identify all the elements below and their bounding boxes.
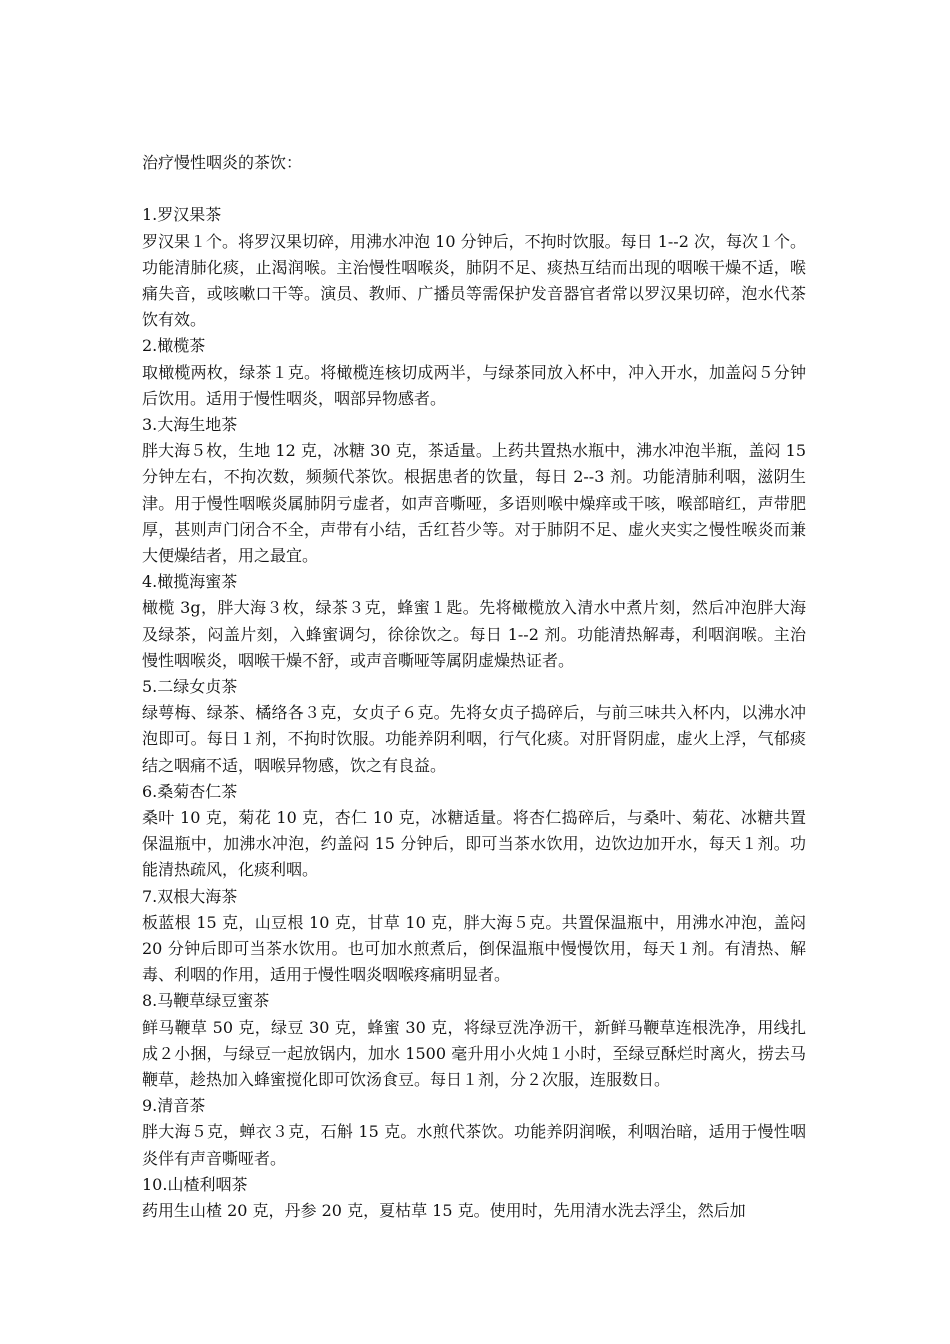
recipe-mabiancao-lvdou-tea bbox=[142, 988, 806, 1093]
recipe-shuanggen-dahai-tea bbox=[142, 884, 806, 989]
recipe-body: 胖大海５克，蝉衣３克，石斛 15 克。水煎代茶饮。功能养阴润喉，利咽治暗，适用于慢性咽炎伴有声音嘶哑者。 bbox=[142, 1122, 806, 1168]
recipe-body: 鲜马鞭草 50 克，绿豆 30 克，蜂蜜 30 克，将绿豆洗净沥干，新鲜马鞭草连根洗净，用线扎成２小捆，与绿豆一起放锅内，加水 1500 毫升用小火炖１小时，至绿豆酥烂时离火，捞去马鞭草，趁热加入蜂蜜搅化即可饮汤食豆。每日１剂，分２次服，连服数日。 bbox=[142, 1017, 806, 1089]
recipe-qingyin-tea bbox=[142, 1093, 806, 1172]
recipe-body: 罗汉果１个。将罗汉果切碎，用沸水冲泡 10 分钟后，不拘时饮服。每日 1--2 次，每次１个。功能清肺化痰，止渴润喉。主治慢性咽喉炎，肺阴不足、痰热互结而出现的咽喉干燥不适，喉痛失音，或咳嗽口干等。演员、教师、广播员等需保护发音器官者常以罗汉果切碎，泡水代茶饮有效。 bbox=[142, 231, 806, 330]
recipe-heading: 2.橄榄茶 bbox=[142, 336, 206, 356]
document-page bbox=[142, 150, 806, 1224]
recipe-olive-tea bbox=[142, 333, 806, 412]
recipe-heading: 3.大海生地茶 bbox=[142, 414, 238, 434]
recipe-shanzha-liyan-tea bbox=[142, 1172, 806, 1224]
recipe-body: 桑叶 10 克，菊花 10 克，杏仁 10 克，冰糖适量。将杏仁捣碎后，与桑叶、菊花、冰糖共置保温瓶中，加沸水冲泡，约盖闷 15 分钟后，即可当茶水饮用，边饮边加开水，每天１剂。功能清热疏风，化痰利咽。 bbox=[142, 807, 806, 880]
recipe-sangju-xingren-tea bbox=[142, 779, 806, 884]
recipe-heading: 10.山楂利咽茶 bbox=[142, 1174, 248, 1194]
document-title: 治疗慢性咽炎的茶饮： bbox=[142, 153, 303, 172]
recipe-body: 胖大海５枚，生地 12 克，冰糖 30 克，茶适量。上药共置热水瓶中，沸水冲泡半瓶，盖闷 15 分钟左右，不拘次数，频频代茶饮。根据患者的饮量，每日 2--3 剂。功能清肺利咽，滋阴生津。用于慢性咽喉炎属肺阴亏虚者，如声音嘶哑，多语则喉中燥痒或干咳，喉部暗红，声带肥厚，甚则声门闭合不全，声带有小结，舌红苔少等。对于肺阴不足、虚火夹实之慢性喉炎而兼大便燥结者，用之最宜。 bbox=[142, 441, 806, 565]
recipe-heading: 7.双根大海茶 bbox=[142, 886, 238, 906]
recipe-heading: 9.清音茶 bbox=[142, 1096, 206, 1116]
recipe-body: 板蓝根 15 克，山豆根 10 克，甘草 10 克，胖大海５克。共置保温瓶中，用沸水冲泡，盖闷 20 分钟后即可当茶水饮用。也可加水煎煮后，倒保温瓶中慢慢饮用，每天１剂。有清热、解毒、利咽的作用，适用于慢性咽炎咽喉疼痛明显者。 bbox=[142, 912, 806, 985]
recipe-body: 绿萼梅、绿茶、橘络各３克，女贞子６克。先将女贞子捣碎后，与前三味共入杯内，以沸水冲泡即可。每日１剂，不拘时饮服。功能养阴利咽，行气化痰。对肝肾阴虚，虚火上浮，气郁痰结之咽痛不适，咽喉异物感，饮之有良益。 bbox=[142, 703, 806, 775]
recipe-luohanguo-tea bbox=[142, 202, 806, 333]
recipe-heading: 8.马鞭草绿豆蜜茶 bbox=[142, 991, 270, 1011]
recipe-heading: 6.桑菊杏仁茶 bbox=[142, 781, 238, 801]
recipe-body: 橄榄 3g，胖大海３枚，绿茶３克，蜂蜜１匙。先将橄榄放入清水中煮片刻，然后冲泡胖大海及绿茶，闷盖片刻，入蜂蜜调匀，徐徐饮之。每日 1--2 剂。功能清热解毒，利咽润喉。主治慢性咽喉炎，咽喉干燥不舒，或声音嘶哑等属阴虚燥热证者。 bbox=[142, 598, 806, 670]
recipe-heading: 5.二绿女贞茶 bbox=[142, 676, 238, 696]
recipe-olive-haimi-tea bbox=[142, 569, 806, 674]
recipe-body: 取橄榄两枚，绿茶１克。将橄榄连核切成两半，与绿茶同放入杯中，冲入开水，加盖闷５分钟后饮用。适用于慢性咽炎，咽部异物感者。 bbox=[142, 362, 806, 408]
recipe-heading: 4.橄揽海蜜茶 bbox=[142, 572, 238, 592]
recipe-body: 药用生山楂 20 克，丹参 20 克，夏枯草 15 克。使用时，先用清水洗去浮尘，然后加 bbox=[142, 1200, 746, 1220]
recipe-erlv-nuzhen-tea bbox=[142, 674, 806, 779]
recipe-dahai-shengdi-tea bbox=[142, 412, 806, 569]
recipe-heading: 1.罗汉果茶 bbox=[142, 205, 222, 225]
blank-line bbox=[142, 176, 806, 202]
